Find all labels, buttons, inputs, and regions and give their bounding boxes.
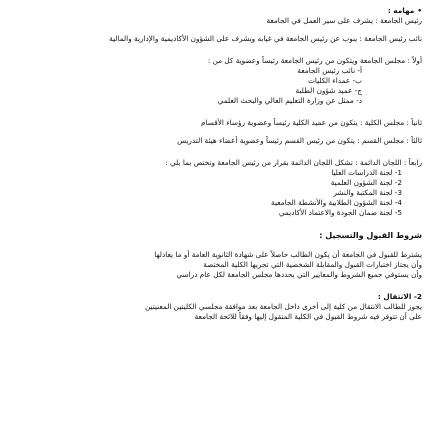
section-subheading: شروط القبول والتسجيل : (319, 231, 422, 240)
bullet-icon: • (417, 6, 422, 15)
duties-line-2: نائب رئيس الجامعة : ينوب عن رئيس الجامعة في غيابه ويشرف على الشؤون الأكاديمية والإدارية والمالية (109, 34, 422, 43)
section-b-line-2: 1- لجنة الدراسات العليا (331, 168, 402, 177)
section-b-line-6: 5- لجنة ضمان الجودة والاعتماد الأكاديمي (278, 208, 402, 217)
paragraph-line-1: يشترط للقبول في الجامعة أن يكون الطالب حاصلاً على شهادة الثانوية العامة أو ما يعادلها (154, 250, 422, 259)
paragraph-line-3: وأن يستوفي جميع الشروط والمعايير التي يحددها مجلس الجامعة لكل عام دراسي (176, 270, 422, 279)
section-b-line-5: 4- لجنة الشؤون الطلابية والأنشطة الجامعية (271, 198, 402, 207)
section-b-line-3: 2- لجنة الشؤون العلمية (330, 178, 402, 187)
spacer (8, 26, 422, 34)
note-line-2: على أن تتوفر فيه شروط القبول في الكلية المنقول إليها وفقاً للائحة الجامعة (194, 312, 422, 321)
spacer (8, 218, 422, 230)
duties-heading (8, 6, 422, 16)
spacer (8, 44, 422, 56)
note-heading: 2- الانتقال : (377, 292, 422, 301)
spacer (8, 106, 422, 118)
spacer (8, 128, 422, 136)
section-b-line-1: رابعاً : اللجان الدائمة : تشكل اللجان الدائمة بقرار من رئيس الجامعة وتختص بما يلي : (165, 158, 422, 167)
council-line-2: أ- نائب رئيس الجامعة (297, 66, 362, 75)
council-line-1: أولاً : مجلس الجامعة ويتكون من رئيس الجامعة رئيساً وعضوية كل من : (207, 56, 422, 65)
spacer (8, 280, 422, 292)
duties-heading-text: مهامه : (387, 6, 415, 15)
council-line-4: ج- عميد شؤون الطلبة (295, 86, 362, 95)
note-line-1: يجوز للطالب الانتقال من كلية إلى أخرى داخل الجامعة بعد موافقة مجلسي الكليتين المعنيتين (145, 302, 422, 311)
duties-line-1: رئيس الجامعة : يشرف على سير العمل في الجامعة (266, 16, 422, 25)
spacer (8, 146, 422, 158)
council-line-3: ب- عمداء الكليات (308, 76, 362, 85)
section-b-line-4: 3- لجنة المكتبة والنشر (333, 188, 402, 197)
council-line-5: د- ممثل عن وزارة التعليم العالي والبحث العلمي (217, 96, 362, 105)
paragraph-line-2: وأن يجتاز اختبارات القبول والمقابلة الشخصية التي تجريها الكلية المختصة (203, 260, 422, 269)
section-a-line-1: ثانياً : مجلس الكلية : يتكون من عميد الكلية رئيساً وعضوية رؤساء الأقسام (200, 118, 422, 127)
section-a-line-2: ثالثاً : مجلس القسم : يتكون من رئيس القسم رئيساً وعضوية أعضاء هيئة التدريس (177, 136, 422, 145)
spacer (8, 242, 422, 250)
